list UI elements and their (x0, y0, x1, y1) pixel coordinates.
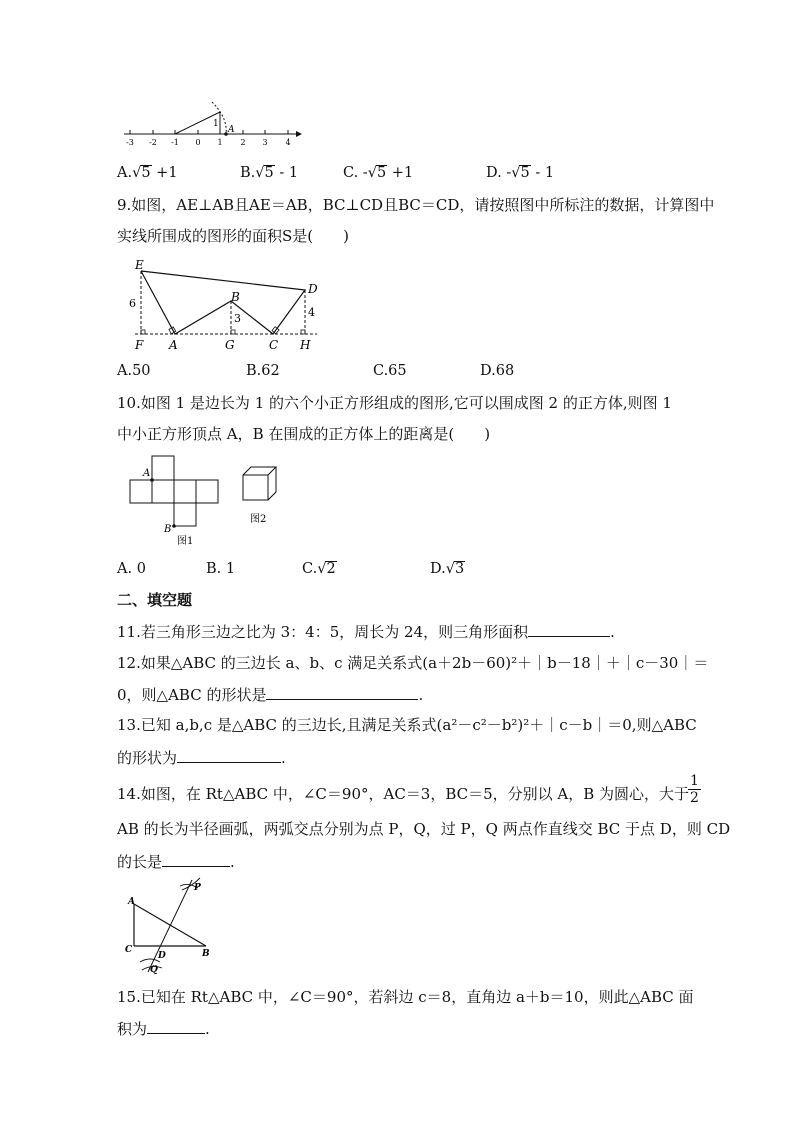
q14-text-line-1: 14.如图，在 Rt△ABC 中，∠C＝90°，AC＝3，BC＝5，分别以 A，B 为圆心，大于 (117, 785, 690, 803)
q12-text-line-2: 0，则△ABC 的形状是 . (117, 683, 423, 706)
q8-option-c: C. -√5 +1 (343, 165, 414, 181)
tick-label: 3 (262, 138, 268, 147)
q10-option-b: B. 1 (206, 561, 236, 577)
q9-label-e: E (135, 258, 144, 272)
q9-length-3: 3 (234, 312, 241, 325)
q8-option-a: A.√5 +1 (117, 165, 178, 181)
q10-figure2-caption: 图2 (250, 514, 267, 525)
q10-figure1-caption: 图1 (177, 536, 194, 547)
q9-option-c: C.65 (373, 363, 407, 379)
q9-length-4: 4 (308, 306, 315, 319)
q14-label-c: C (125, 945, 133, 955)
q14-label-b: B (202, 949, 210, 959)
q10-option-a: A. 0 (117, 561, 146, 577)
q9-label-b: B (231, 290, 240, 304)
tick-label: 1 (217, 138, 223, 147)
tick-label: 4 (285, 138, 291, 147)
tick-label: -3 (126, 138, 134, 147)
tick-label: -2 (149, 138, 157, 147)
answer-blank[interactable] (528, 620, 610, 637)
q9-label-g: G (225, 338, 235, 352)
q15-text-line-2: 积为 . (117, 1017, 210, 1040)
q9-option-b: B.62 (246, 363, 280, 379)
q14-text-line-2: AB 的长为半径画弧，两弧交点分别为点 P，Q，过 P，Q 两点作直线交 BC 于点 D，则 CD (117, 820, 731, 838)
q9-label-a: A (169, 338, 178, 352)
q9-length-6: 6 (129, 297, 136, 310)
q9-text-line-2: 实线所围成的图形的面积S是( ) (117, 227, 349, 245)
point-a-label: A (228, 125, 235, 135)
q10-label-a: A (143, 468, 151, 479)
tick-label: 0 (195, 138, 201, 147)
q10-option-c: C.√2 (302, 561, 336, 577)
q9-label-c: C (269, 338, 279, 352)
q14-label-p: P (194, 883, 201, 893)
leg-label-1: 1 (213, 119, 219, 129)
tick-label: -1 (171, 138, 179, 147)
q9-text-line-1: 9.如图，AE⊥AB且AE＝AB，BC⊥CD且BC＝CD，请按照图中所标注的数据，计算图中 (117, 196, 715, 214)
q13-text-line-1: 13.已知 a,b,c 是△ABC 的三边长,且满足关系式(a²－c²－b²)²＋｜c－b｜＝0,则△ABC (117, 716, 697, 734)
q14-figure (120, 876, 220, 976)
q12-text-line-1: 12.如果△ABC 的三边长 a、b、c 满足关系式(a＋2b－60)²＋｜b－18｜＋｜c－30｜＝ (117, 654, 709, 672)
q10-text-line-1: 10.如图 1 是边长为 1 的六个小正方形组成的图形,它可以围成图 2 的正方体,则图 1 (117, 394, 672, 412)
q8-option-d: D. -√5 - 1 (486, 165, 555, 181)
q10-label-b: B (164, 524, 172, 535)
q10-figure-cube (238, 465, 283, 527)
q14-fraction-one-half: $\frac{1}{2}$ (690, 773, 699, 806)
q14-text-line-3: 的长是 . (117, 850, 235, 873)
q14-label-q: Q (150, 965, 158, 975)
answer-blank[interactable] (266, 683, 418, 700)
number-line-figure (120, 98, 305, 150)
tick-label: 2 (240, 138, 246, 147)
q10-option-d: D.√3 (430, 561, 465, 577)
q9-label-f: F (135, 338, 144, 352)
q8-option-b: B.√5 - 1 (240, 165, 299, 181)
q9-label-h: H (300, 338, 311, 352)
q15-text-line-1: 15.已知在 Rt△ABC 中，∠C＝90°，若斜边 c＝8，直角边 a＋b＝10，则此△ABC 面 (117, 988, 694, 1006)
q9-label-d: D (308, 282, 318, 296)
q14-label-a: A (128, 897, 135, 907)
q9-figure (125, 255, 330, 352)
answer-blank[interactable] (147, 1017, 205, 1034)
q9-option-a: A.50 (117, 363, 151, 379)
answer-blank[interactable] (177, 746, 281, 763)
answer-blank[interactable] (162, 850, 230, 867)
q11-text: 11.若三角形三边之比为 3：4：5，周长为 24，则三角形面积 . (117, 620, 615, 643)
q10-figure-net (122, 452, 232, 548)
q10-text-line-2: 中小正方形顶点 A，B 在围成的正方体上的距离是( ) (117, 425, 491, 443)
q14-label-d: D (158, 951, 166, 961)
section-heading: 二、填空题 (117, 591, 193, 609)
q9-option-d: D.68 (480, 363, 515, 379)
q13-text-line-2: 的形状为 . (117, 746, 286, 769)
